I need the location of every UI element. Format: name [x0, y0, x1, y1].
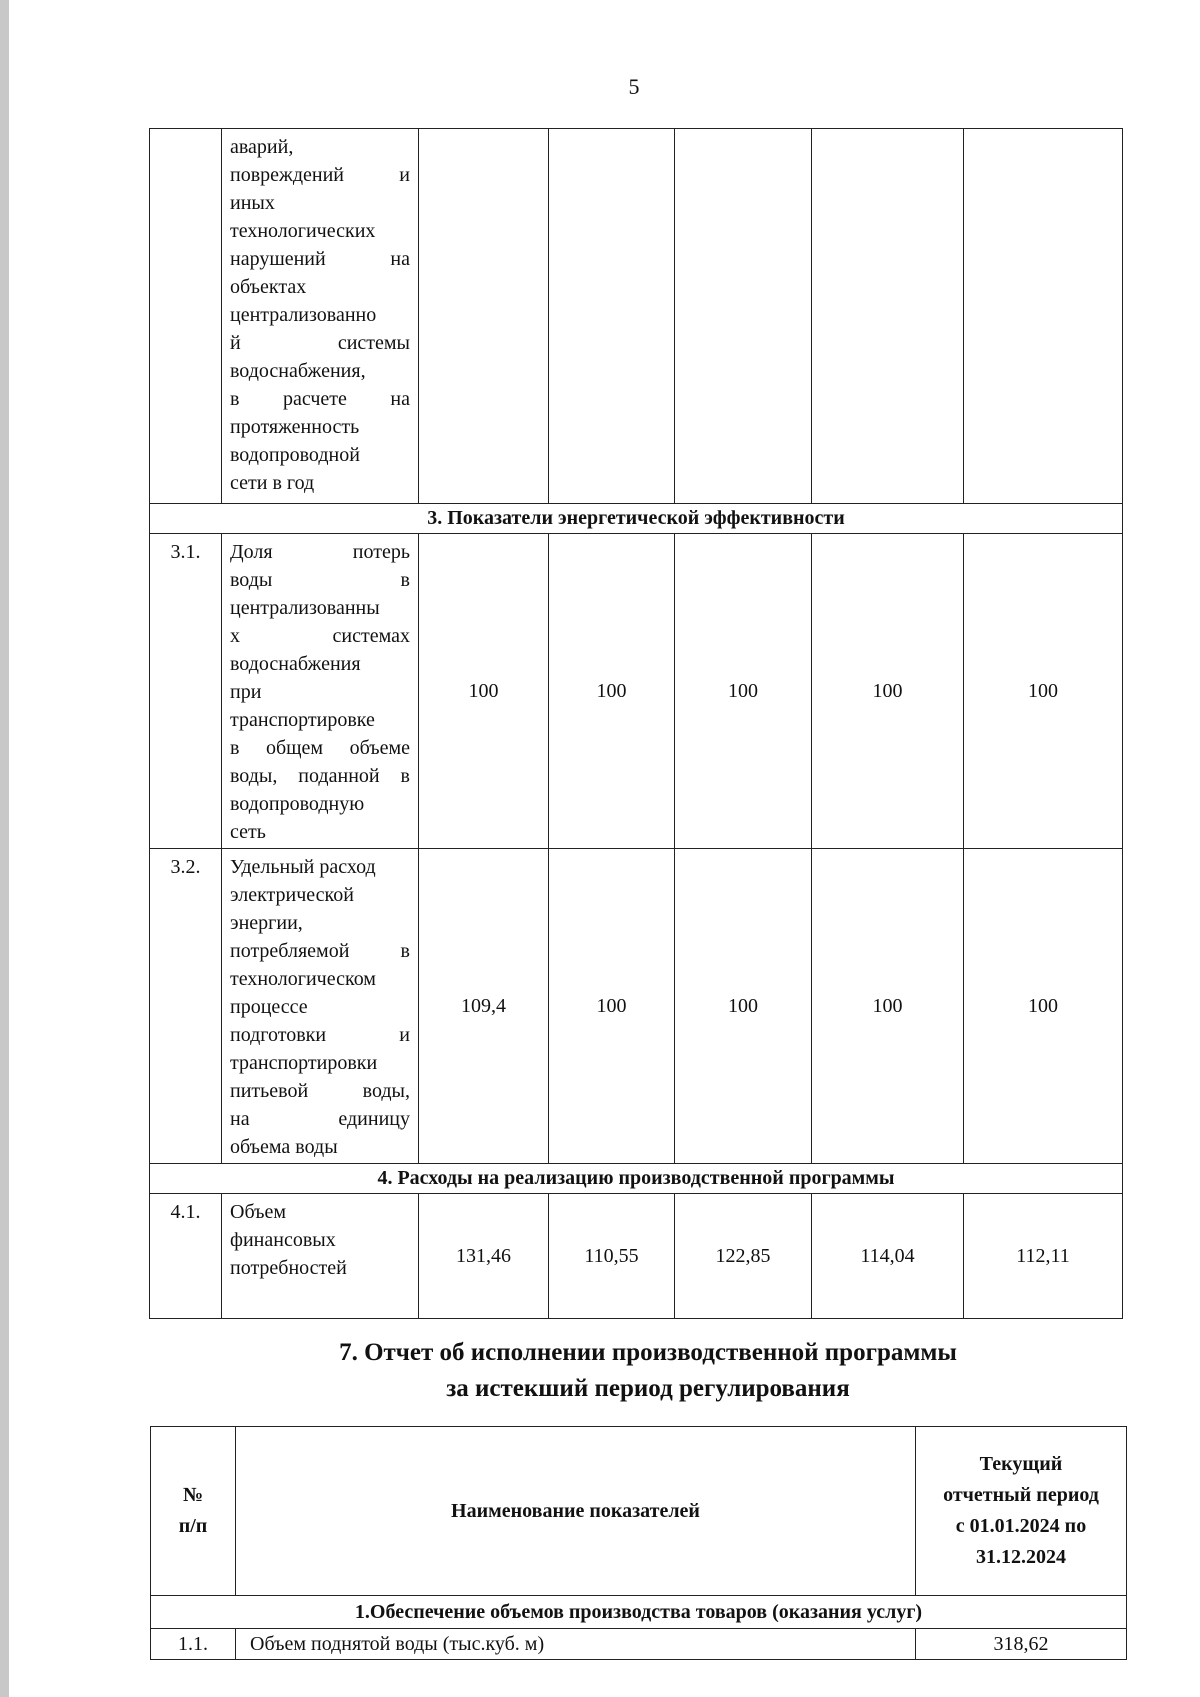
value-cell: 131,46	[419, 1194, 549, 1319]
text-line: финансовых	[230, 1229, 336, 1251]
header-period-line: Текущий	[979, 1453, 1063, 1475]
value-cell: 109,4	[419, 849, 549, 1164]
text-line: водопроводной	[230, 444, 360, 466]
indicator-name-cell	[222, 129, 419, 504]
text-line: объема воды	[230, 1136, 338, 1158]
indicator-name-cell	[222, 534, 419, 849]
value-cell	[964, 129, 1123, 504]
text-line: повреждений и	[230, 164, 410, 186]
text-line: централизованно	[230, 304, 377, 326]
value-cell: 100	[964, 534, 1123, 849]
value-cell: 114,04	[812, 1194, 964, 1319]
text-line: транспортировке	[230, 709, 375, 731]
section-title: 1.Обеспечение объемов производства товаров (оказания услуг)	[151, 1596, 1127, 1629]
row-number: 3.2.	[150, 849, 222, 1164]
text-line: технологических	[230, 220, 376, 242]
section-title: 4. Расходы на реализацию производственной программы	[150, 1164, 1123, 1194]
value-cell: 112,11	[964, 1194, 1123, 1319]
indicator-name-cell	[222, 849, 419, 1164]
table-row	[150, 534, 1123, 849]
text-line: Удельный расход	[230, 856, 376, 878]
text-line: технологическом	[230, 968, 376, 990]
header-number-cell	[151, 1427, 236, 1596]
value-cell	[675, 129, 812, 504]
text-line: воды в	[230, 569, 410, 591]
text-line: Объем	[230, 1201, 286, 1223]
text-line: водопроводную	[230, 793, 365, 815]
header-period-cell	[916, 1427, 1127, 1596]
row-number-cell	[150, 129, 222, 504]
text-line: в расчете на	[230, 388, 410, 410]
text-line: процессе	[230, 996, 308, 1018]
text-line: на единицу	[230, 1108, 410, 1130]
text-line: водоснабжения,	[230, 360, 366, 382]
text-line: нарушений на	[230, 248, 410, 270]
text-line: протяженность	[230, 416, 360, 438]
section-row	[151, 1596, 1127, 1629]
text-line: в общем объеме	[230, 737, 410, 759]
page-number: 5	[628, 74, 640, 99]
value-cell: 100	[549, 534, 675, 849]
value-cell	[812, 129, 964, 504]
text-line: потребностей	[230, 1257, 347, 1279]
text-line: сети в год	[230, 472, 315, 494]
text-line: потребляемой в	[230, 940, 410, 962]
text-line: транспортировки	[230, 1052, 378, 1074]
text-line: водоснабжения	[230, 653, 361, 675]
text-line: при	[230, 681, 262, 703]
indicators-table	[149, 128, 1123, 1319]
value-cell: 100	[675, 534, 812, 849]
table-row	[150, 1194, 1123, 1319]
header-period-line: 31.12.2024	[976, 1546, 1066, 1568]
text-line: электрической	[230, 884, 354, 906]
header-row	[151, 1427, 1127, 1596]
header-number: п/п	[178, 1515, 208, 1537]
value-cell: 100	[419, 534, 549, 849]
header-period-line: с 01.01.2024 по	[955, 1515, 1087, 1537]
value-cell: 100	[812, 849, 964, 1164]
text-line: й системы	[230, 332, 410, 354]
text-line: иных	[230, 192, 275, 214]
text-line: воды, поданной в	[230, 765, 410, 787]
row-number: 3.1.	[150, 534, 222, 849]
header-number: №	[182, 1484, 204, 1506]
header-name: Наименование показателей	[236, 1427, 916, 1596]
section-row	[150, 504, 1123, 534]
section-7-title-line-2: за истекший период регулирования	[446, 1375, 850, 1402]
text-line: централизованны	[230, 597, 380, 619]
table-row	[150, 849, 1123, 1164]
value-cell: 122,85	[675, 1194, 812, 1319]
table-row	[150, 129, 1123, 504]
value-cell	[549, 129, 675, 504]
text-line: подготовки и	[230, 1024, 410, 1046]
text-line: х системах	[230, 625, 410, 647]
text-line: Доля потерь	[230, 541, 410, 563]
row-number: 4.1.	[150, 1194, 222, 1319]
value-cell: 110,55	[549, 1194, 675, 1319]
value-cell: 100	[812, 534, 964, 849]
report-table	[150, 1426, 1127, 1660]
scan-edge	[0, 0, 9, 1697]
table-row	[151, 1629, 1127, 1660]
text-line: питьевой воды,	[230, 1080, 410, 1102]
value-cell: 100	[675, 849, 812, 1164]
text-line: объектах	[230, 276, 307, 298]
value-cell	[419, 129, 549, 504]
indicator-name-cell	[222, 1194, 419, 1319]
text-line: энергии,	[230, 912, 303, 934]
row-number: 1.1.	[151, 1629, 236, 1660]
indicator-name: Объем поднятой воды (тыс.куб. м)	[236, 1629, 916, 1660]
section-title: 3. Показатели энергетической эффективности	[150, 504, 1123, 534]
value-cell: 318,62	[916, 1629, 1127, 1660]
header-period-line: отчетный период	[943, 1484, 1099, 1506]
text-line: аварий,	[230, 136, 294, 158]
section-7-title-line-1: 7. Отчет об исполнении производственной программы	[339, 1339, 957, 1366]
text-line: сеть	[230, 821, 266, 843]
section-row	[150, 1164, 1123, 1194]
value-cell: 100	[964, 849, 1123, 1164]
value-cell: 100	[549, 849, 675, 1164]
